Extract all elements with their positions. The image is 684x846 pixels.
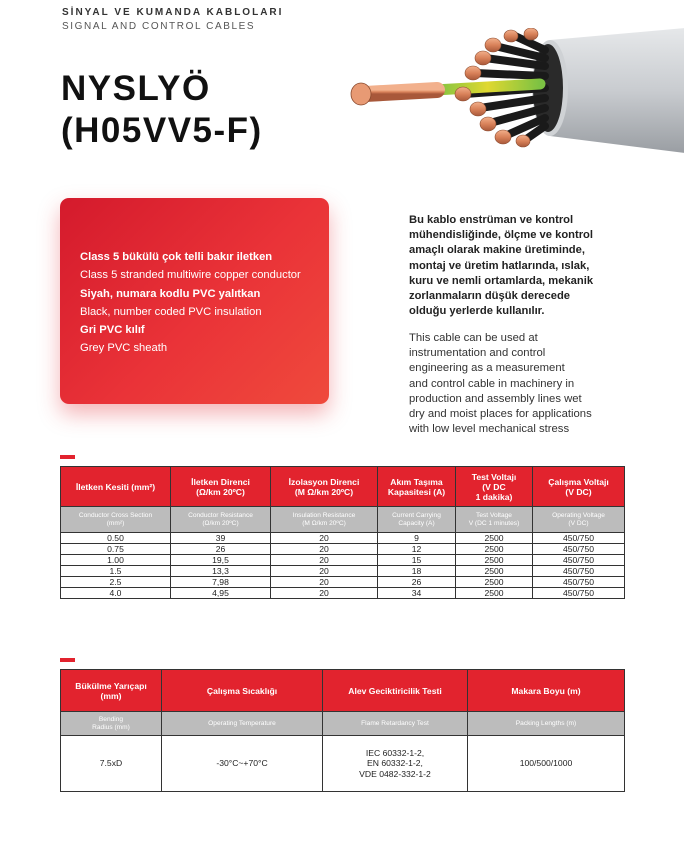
cell-cross-section: 0.50 bbox=[61, 533, 171, 544]
header-operating-temperature: Çalışma Sıcaklığı bbox=[162, 670, 323, 712]
cell-conductor-resistance: 4,95 bbox=[171, 588, 271, 599]
cable-image bbox=[345, 28, 684, 153]
category-title-en: SIGNAL AND CONTROL CABLES bbox=[62, 21, 256, 32]
description-tr-line: olduğu yerlerde kullanılır. bbox=[409, 305, 545, 318]
table-row bbox=[61, 577, 625, 588]
cell-cross-section: 0.75 bbox=[61, 544, 171, 555]
cell-insulation-resistance: 20 bbox=[271, 588, 378, 599]
table-header-row-tr bbox=[61, 670, 625, 712]
cell-cross-section: 1.5 bbox=[61, 566, 171, 577]
product-title-line1: NYSLYÖ bbox=[61, 69, 211, 108]
description-en-line: engineering as a measurement bbox=[409, 362, 565, 375]
description-en-line: and control cable in machinery in bbox=[409, 377, 575, 390]
table-header-row-en bbox=[61, 507, 625, 533]
mechanical-specs-table bbox=[60, 669, 625, 792]
cell-bending-radius: 7.5xD bbox=[61, 736, 162, 792]
cell-insulation-resistance: 20 bbox=[271, 533, 378, 544]
cell-cross-section: 4.0 bbox=[61, 588, 171, 599]
header-operating-voltage: Çalışma Voltajı (V DC) bbox=[533, 467, 625, 507]
cell-current-capacity: 9 bbox=[378, 533, 456, 544]
subheader-test-voltage: Test Voltage V (DC 1 minutes) bbox=[456, 507, 533, 533]
description-tr bbox=[409, 213, 624, 319]
section-marker bbox=[60, 658, 75, 662]
subheader-current-capacity: Current Carrying Capacity (A) bbox=[378, 507, 456, 533]
cell-current-capacity: 12 bbox=[378, 544, 456, 555]
section-marker bbox=[60, 455, 75, 459]
cell-operating-voltage: 450/750 bbox=[533, 533, 625, 544]
description-en-line: with low level mechanical stress bbox=[409, 423, 570, 436]
cell-conductor-resistance: 19,5 bbox=[171, 555, 271, 566]
description-tr-line: kuru ve nemli ortamlarda, mekanik bbox=[409, 274, 594, 287]
feature-conductor-tr: Class 5 bükülü çok telli bakır iletken bbox=[80, 251, 273, 263]
product-title-line2: (H05VV5-F) bbox=[61, 111, 263, 150]
description-en-line: production and assembly lines wet bbox=[409, 392, 582, 405]
header-test-voltage: Test Voltajı (V DC 1 dakika) bbox=[456, 467, 533, 507]
cell-current-capacity: 15 bbox=[378, 555, 456, 566]
subheader-operating-temperature: Operating Temperature bbox=[162, 712, 323, 736]
product-title bbox=[61, 68, 263, 152]
description-en bbox=[409, 331, 624, 437]
cell-test-voltage: 2500 bbox=[456, 566, 533, 577]
cell-test-voltage: 2500 bbox=[456, 577, 533, 588]
description-en-line: dry and moist places for applications bbox=[409, 408, 592, 421]
subheader-insulation-resistance: Insulation Resistance (M Ω/km 20ºC) bbox=[271, 507, 378, 533]
header-cross-section: İletken Kesiti (mm²) bbox=[61, 467, 171, 507]
subheader-cross-section: Conductor Cross Section (mm²) bbox=[61, 507, 171, 533]
cell-operating-voltage: 450/750 bbox=[533, 588, 625, 599]
description-tr-line: montaj ve üretim hatlarında, ıslak, bbox=[409, 259, 590, 272]
table-row bbox=[61, 736, 625, 792]
cell-conductor-resistance: 26 bbox=[171, 544, 271, 555]
subheader-packing-lengths: Packing Lengths (m) bbox=[468, 712, 625, 736]
table-row bbox=[61, 588, 625, 599]
cell-current-capacity: 34 bbox=[378, 588, 456, 599]
cell-conductor-resistance: 7,98 bbox=[171, 577, 271, 588]
table-row bbox=[61, 566, 625, 577]
cell-operating-voltage: 450/750 bbox=[533, 555, 625, 566]
description-tr-line: Bu kablo enstrüman ve kontrol bbox=[409, 214, 574, 226]
table-row bbox=[61, 544, 625, 555]
cell-operating-voltage: 450/750 bbox=[533, 544, 625, 555]
feature-insulation-tr: Siyah, numara kodlu PVC yalıtkan bbox=[80, 287, 261, 300]
description-en-line: instrumentation and control bbox=[409, 347, 546, 360]
electrical-specs-table bbox=[60, 466, 625, 599]
cell-conductor-resistance: 39 bbox=[171, 533, 271, 544]
features-card bbox=[60, 198, 329, 404]
cell-test-voltage: 2500 bbox=[456, 544, 533, 555]
table-row bbox=[61, 533, 625, 544]
cell-current-capacity: 18 bbox=[378, 566, 456, 577]
cell-operating-voltage: 450/750 bbox=[533, 566, 625, 577]
table-header-row-en bbox=[61, 712, 625, 736]
feature-insulation-en: Black, number coded PVC insulation bbox=[80, 305, 262, 318]
cell-test-voltage: 2500 bbox=[456, 555, 533, 566]
header-current-capacity: Akım Taşıma Kapasitesi (A) bbox=[378, 467, 456, 507]
cell-operating-voltage: 450/750 bbox=[533, 577, 625, 588]
description-tr-line: mühendisliğinde, ölçme ve kontrol bbox=[409, 229, 594, 242]
cell-cross-section: 2.5 bbox=[61, 577, 171, 588]
header-packing-lengths: Makara Boyu (m) bbox=[468, 670, 625, 712]
cell-insulation-resistance: 20 bbox=[271, 577, 378, 588]
cell-insulation-resistance: 20 bbox=[271, 544, 378, 555]
table-header-row-tr bbox=[61, 467, 625, 507]
cell-insulation-resistance: 20 bbox=[271, 555, 378, 566]
cell-operating-temperature: -30°C~+70°C bbox=[162, 736, 323, 792]
cell-test-voltage: 2500 bbox=[456, 533, 533, 544]
cell-insulation-resistance: 20 bbox=[271, 566, 378, 577]
header-flame-test: Alev Geciktiricilik Testi bbox=[323, 670, 468, 712]
feature-sheath-tr: Gri PVC kılıf bbox=[80, 324, 145, 337]
category-title-tr: SİNYAL VE KUMANDA KABLOLARI bbox=[62, 7, 284, 18]
cell-conductor-resistance: 13,3 bbox=[171, 566, 271, 577]
table-row bbox=[61, 555, 625, 566]
subheader-conductor-resistance: Conductor Resistance (Ω/km 20ºC) bbox=[171, 507, 271, 533]
subheader-bending-radius: Bending Radius (mm) bbox=[61, 712, 162, 736]
description-tr-line: amaçlı olarak makine üretiminde, bbox=[409, 244, 585, 257]
cell-packing-lengths: 100/500/1000 bbox=[468, 736, 625, 792]
description-en-line: This cable can be used at bbox=[409, 332, 538, 344]
subheader-operating-voltage: Operating Voltage (V DC) bbox=[533, 507, 625, 533]
description-tr-line: zorlanmaların düşük derecede bbox=[409, 290, 571, 303]
cell-flame-test: IEC 60332-1-2, EN 60332-1-2, VDE 0482-332-1-2 bbox=[323, 736, 468, 792]
feature-sheath-en: Grey PVC sheath bbox=[80, 342, 168, 355]
feature-conductor-en: Class 5 stranded multiwire copper conductor bbox=[80, 269, 301, 282]
subheader-flame-test: Flame Retardancy Test bbox=[323, 712, 468, 736]
header-insulation-resistance: İzolasyon Direnci (M Ω/km 20ºC) bbox=[271, 467, 378, 507]
cell-test-voltage: 2500 bbox=[456, 588, 533, 599]
header-conductor-resistance: İletken Direnci (Ω/km 20ºC) bbox=[171, 467, 271, 507]
cell-cross-section: 1.00 bbox=[61, 555, 171, 566]
header-bending-radius: Bükülme Yarıçapı (mm) bbox=[61, 670, 162, 712]
cell-current-capacity: 26 bbox=[378, 577, 456, 588]
